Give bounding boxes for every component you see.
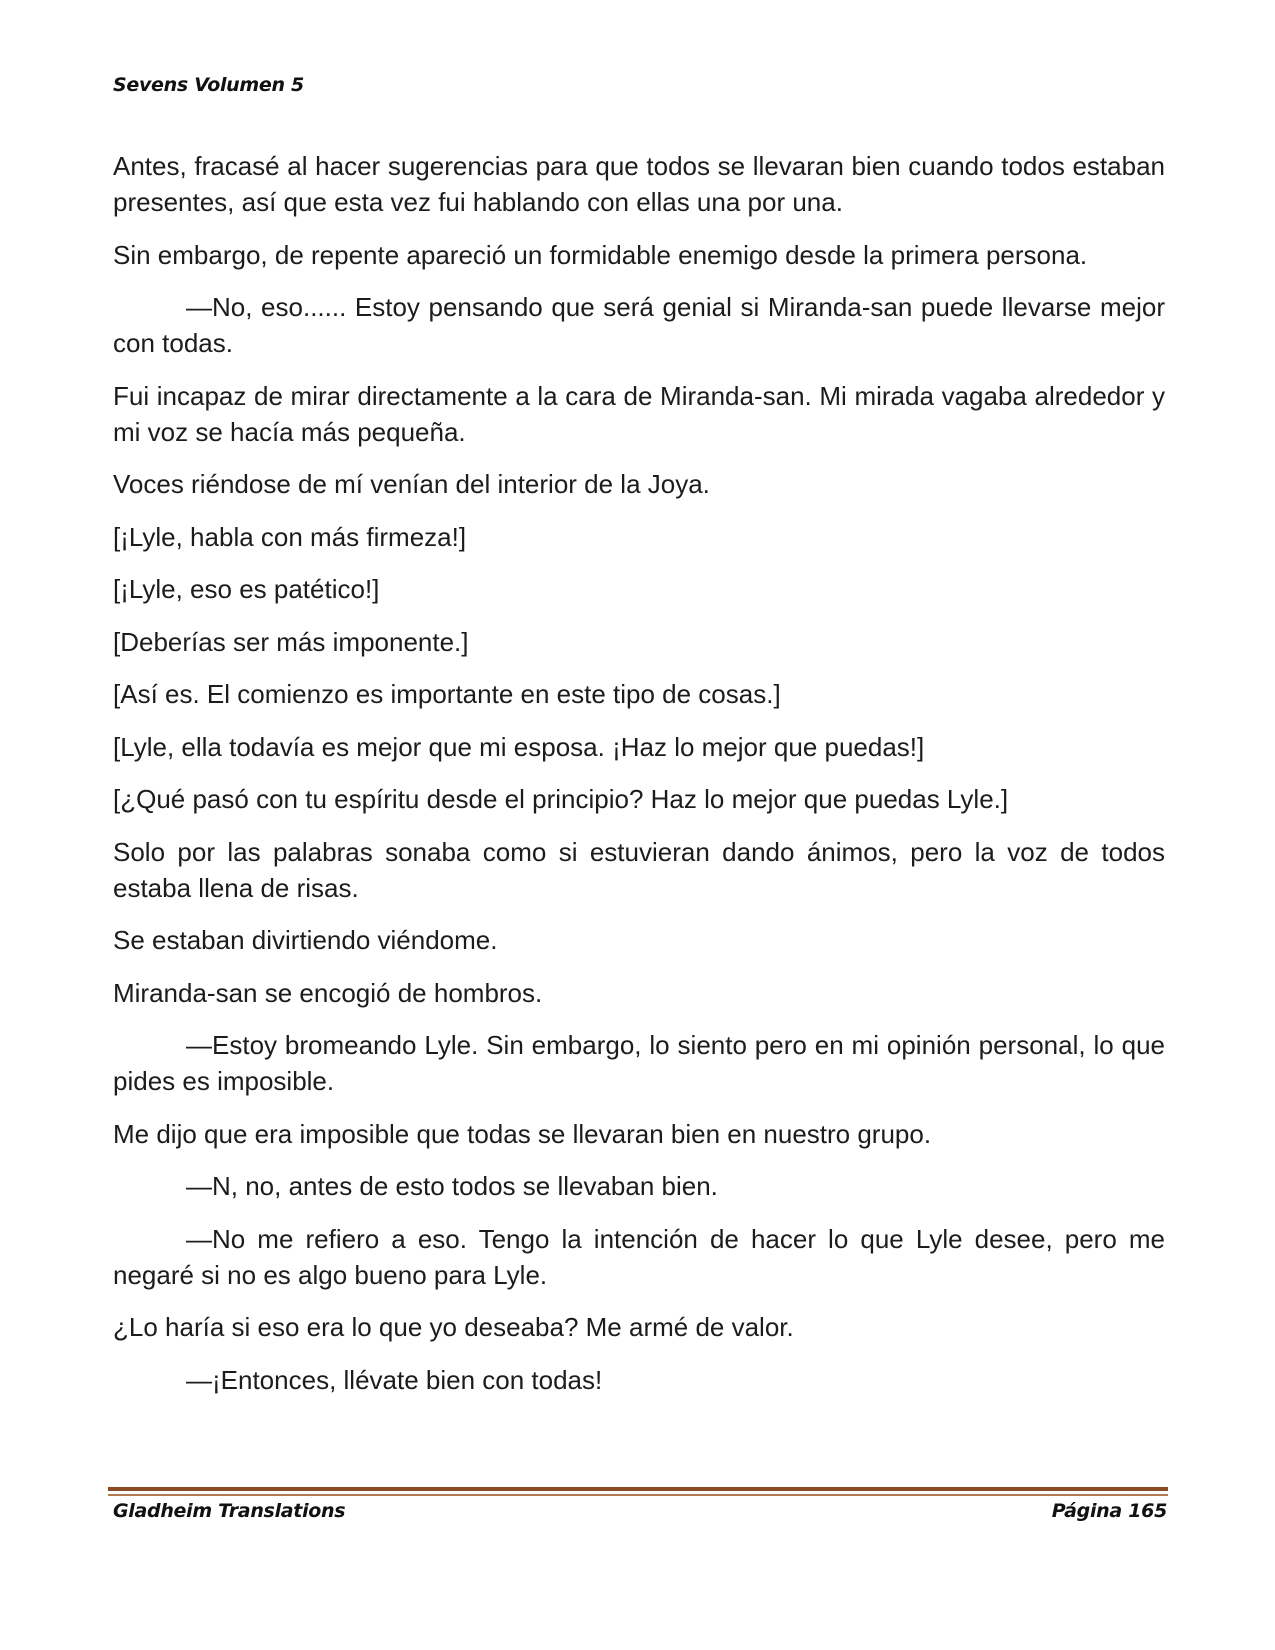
paragraph: [Lyle, ella todavía es mejor que mi esposa. ¡Haz lo mejor que puedas!] [113, 731, 925, 762]
paragraph: [¡Lyle, eso es patético!] [113, 574, 380, 604]
paragraph: [¡Lyle, habla con más firmeza!] [113, 521, 467, 552]
paragraph: Solo por las palabras sonaba como si estuvieran dando ánimos, pero la voz de todos estaba llena de risas. [113, 836, 1165, 903]
chapter-body [113, 148, 1165, 1414]
paragraph: [Así es. El comienzo es importante en este tipo de cosas.] [113, 679, 781, 709]
paragraph: [¿Qué pasó con tu espíritu desde el principio? Haz lo mejor que puedas Lyle.] [113, 784, 1009, 814]
paragraph: Se estaban divirtiendo viéndome. [113, 925, 498, 955]
paragraph: [Deberías ser más imponente.] [113, 626, 469, 657]
dialogue-paragraph: —Estoy bromeando Lyle. Sin embargo, lo siento pero en mi opinión personal, lo que pides es imposible. [113, 1030, 1165, 1096]
dialogue-paragraph: —N, no, antes de esto todos se llevaban bien. [186, 1171, 718, 1201]
running-header-title: Sevens Volumen 5 [113, 74, 304, 96]
dialogue-paragraph: —¡Entonces, llévate bien con todas! [186, 1364, 603, 1395]
footer-divider-thin [108, 1494, 1168, 1496]
paragraph: Me dijo que era imposible que todas se llevaran bien en nuestro grupo. [113, 1118, 932, 1149]
dialogue-paragraph: —No, eso...... Estoy pensando que será genial si Miranda-san puede llevarse mejor con todas. [113, 292, 1165, 358]
paragraph: Voces riéndose de mí venían del interior de la Joya. [113, 469, 710, 499]
paragraph: Sin embargo, de repente apareció un formidable enemigo desde la primera persona. [113, 239, 1088, 270]
footer-publisher: Gladheim Translations [113, 1500, 346, 1522]
paragraph: Antes, fracasé al hacer sugerencias para que todos se llevaran bien cuando todos estaban presentes, así que esta vez fui hablando con ellas una por una. [113, 151, 1165, 217]
paragraph: Fui incapaz de mirar directamente a la cara de Miranda-san. Mi mirada vagaba alrededor y mi voz se hacía más pequeña. [113, 380, 1165, 447]
paragraph: Miranda-san se encogió de hombros. [113, 977, 543, 1008]
footer-divider-thick [108, 1487, 1168, 1491]
dialogue-paragraph: —No me refiero a eso. Tengo la intención de hacer lo que Lyle desee, pero me negaré si no es algo bueno para Lyle. [113, 1223, 1165, 1290]
footer-page-number: Página 165 [1051, 1500, 1167, 1522]
paragraph: ¿Lo haría si eso era lo que yo deseaba? Me armé de valor. [113, 1312, 794, 1342]
